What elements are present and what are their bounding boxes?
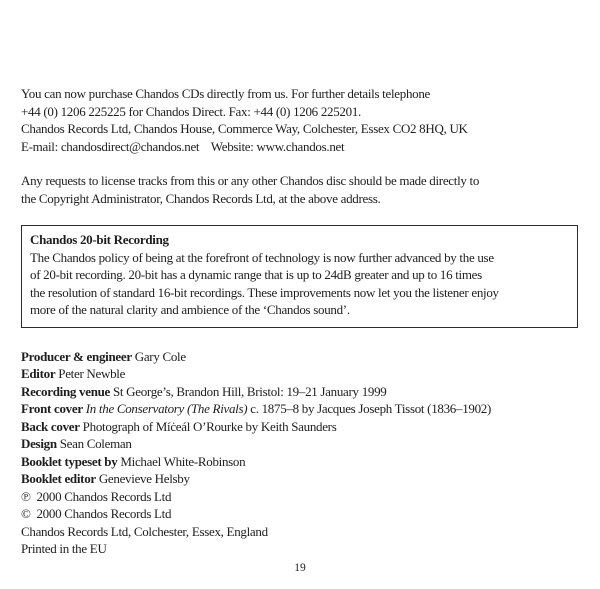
credit-value-italic: In the Conservatory (The Rivals) [82, 401, 248, 416]
purchase-info-line: E-mail: chandosdirect@chandos.net Website: www.chandos.net [21, 138, 345, 154]
credit-value: Gary Cole [131, 348, 186, 364]
credit-line-booklet-typeset [21, 453, 578, 471]
credit-value: Chandos Records Ltd, Colchester, Essex, England [21, 523, 268, 539]
credit-label: Booklet editor [21, 471, 96, 486]
credit-line-booklet-editor [21, 470, 578, 488]
credit-value: © 2000 Chandos Records Ltd [21, 506, 172, 521]
license-notice-line: Any requests to license tracks from this or any other Chandos disc should be made directly to [21, 173, 480, 188]
recording-box-line: of 20-bit recording. 20-bit has a dynamic range that is up to 24dB greater and up to 16 times [30, 267, 482, 282]
credit-label: Producer & engineer [21, 348, 132, 364]
credit-label: Design [21, 436, 57, 451]
credit-line-recording-venue [21, 383, 578, 401]
recording-info-box [21, 225, 578, 328]
credit-label: Editor [21, 366, 56, 381]
credit-value: Sean Coleman [56, 436, 132, 451]
credit-value: ℗ 2000 Chandos Records Ltd [21, 488, 172, 504]
credit-value: St George’s, Brandon Hill, Bristol: 19–21 January 1999 [110, 383, 387, 399]
recording-box-line: the resolution of standard 16-bit recordings. These improvements now let you the listener enjoy [30, 284, 499, 300]
credit-line-back-cover [21, 418, 578, 436]
purchase-info-line: +44 (0) 1206 225225 for Chandos Direct. Fax: +44 (0) 1206 225201. [21, 103, 361, 119]
phonogram-copyright-line [21, 488, 578, 506]
purchase-info-line: You can now purchase Chandos CDs directly from us. For further details telephone [21, 86, 431, 101]
recording-box-line: The Chandos policy of being at the forefront of technology is now further advanced by the use [30, 249, 494, 265]
credit-label: Booklet typeset by [21, 453, 118, 469]
credit-value: Photograph of Míċeál O’Rourke by Keith Saunders [79, 418, 337, 434]
credit-label: Back cover [21, 418, 80, 434]
page-number: 19 [294, 562, 306, 574]
copyright-line [21, 505, 578, 523]
credit-label: Front cover [21, 401, 83, 416]
credit-value: Printed in the EU [21, 541, 107, 556]
company-address-line [21, 523, 578, 541]
credit-line-editor [21, 365, 578, 383]
recording-box-line: more of the natural clarity and ambience of the ‘Chandos sound’. [30, 302, 350, 317]
license-notice-line: the Copyright Administrator, Chandos Records Ltd, at the above address. [21, 190, 381, 206]
credit-line-producer [21, 348, 578, 366]
credit-value: Michael White-Robinson [117, 453, 246, 469]
purchase-info-line: Chandos Records Ltd, Chandos House, Commerce Way, Colchester, Essex CO2 8HQ, UK [21, 121, 468, 136]
printed-in-line [21, 540, 578, 558]
credit-value: Genevieve Helsby [95, 471, 190, 486]
credit-value: c. 1875–8 by Jacques Joseph Tissot (1836–1902) [247, 401, 492, 416]
credit-value: Peter Newble [55, 366, 126, 381]
credit-line-front-cover [21, 400, 578, 418]
credit-line-design [21, 435, 578, 453]
purchase-info [21, 85, 578, 155]
credit-label: Recording venue [21, 383, 111, 399]
recording-box-title: Chandos 20-bit Recording [30, 232, 169, 247]
license-notice [21, 172, 578, 207]
credits-list [21, 348, 578, 558]
